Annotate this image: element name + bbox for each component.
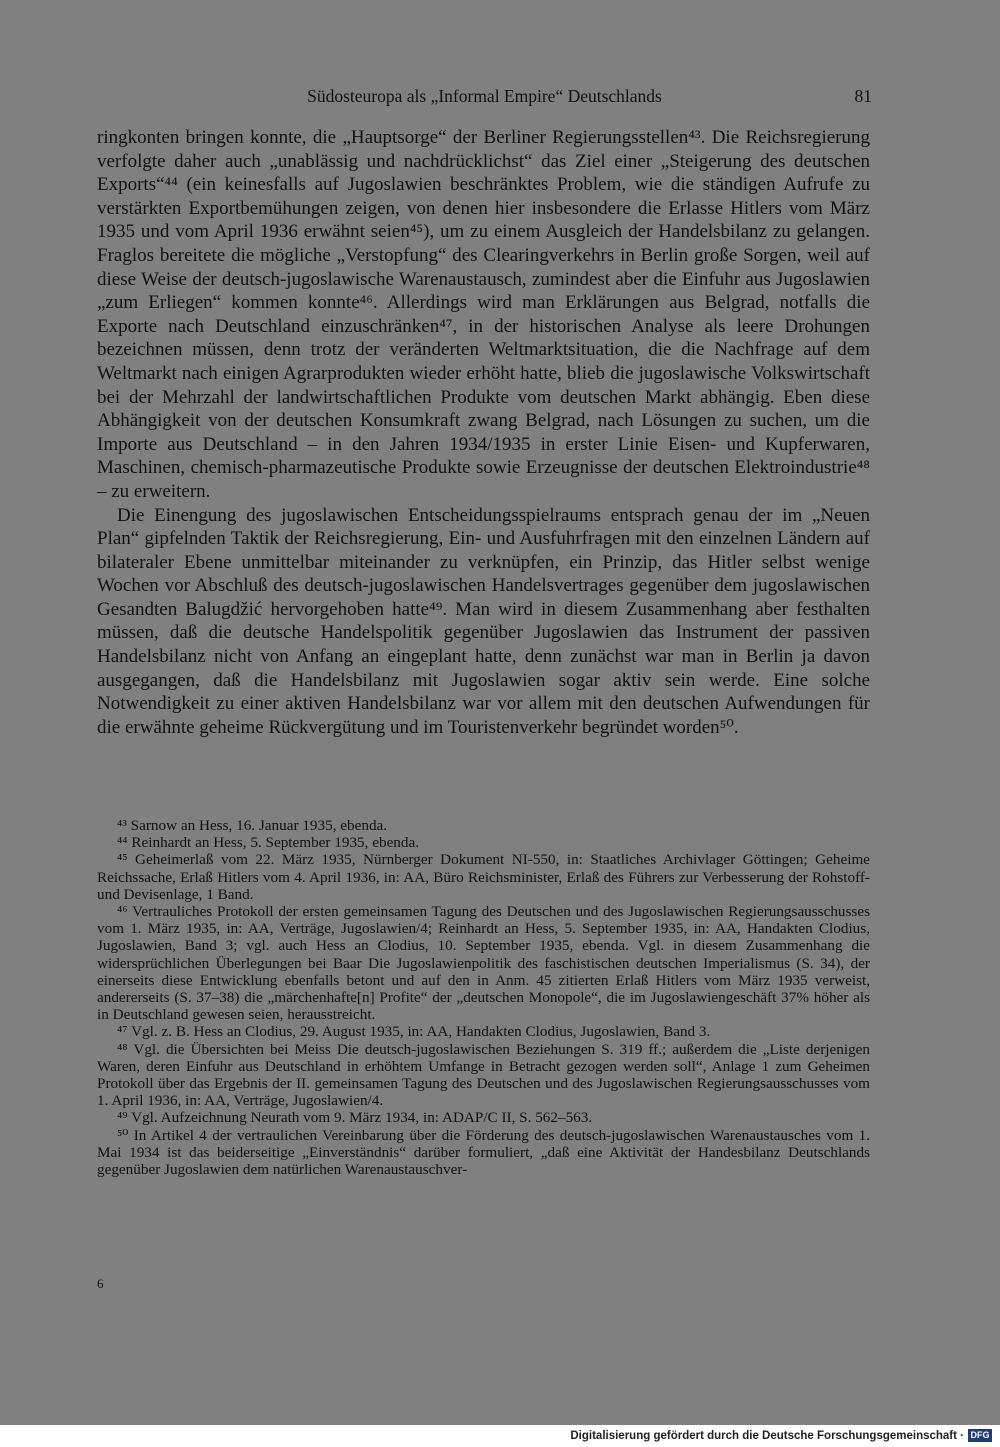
footnote-43: ⁴³ Sarnow an Hess, 16. Januar 1935, ebenda. [117,817,388,834]
sheet-signature: 6 [97,1276,104,1291]
credit-bar [0,1425,1000,1447]
footnote-44: ⁴⁴ Reinhardt an Hess, 5. September 1935, ebenda. [117,834,420,852]
paragraph: ringkonten bringen konnte, die „Hauptsorge“ der Berliner Regierungsstellen⁴³. Die Reichsregierung verfolgte daher auch „unablässig und nachdrücklichst“ das Ziel einer „Steigerung des deutschen Exports“⁴⁴ (ein keinesfalls auf Jugoslawien beschränktes Problem, wie die ständigen Aufrufe zu verstärkten Exportbemühungen zeigen, von denen hier insbesondere die Erlasse Hitlers vom März 1935 und vom April 1936 erwähnt seien⁴⁵), um zu einem Ausgleich der Handelsbilanz zu gelangen. Fraglos bereitete die mögliche „Verstopfung“ des Clearingverkehrs in Berlin große Sorgen, weil auf diese Weise der deutsch-jugoslawische Warenaustausch, zumindest aber die Einfuhr aus Jugoslawien „zum Erliegen“ kommen konnte⁴⁶. Allerdings wird man Erklärungen aus Belgrad, notfalls die Exporte nach Deutschland einzuschränken⁴⁷, in der historischen Analyse als leere Drohungen bezeichnen müssen, denn trotz der veränderten Weltmarktsituation, die die Nachfrage auf dem Weltmarkt nach einigen Agrarprodukten wieder erhöht hatte, blieb die jugoslawische Volkswirtschaft bei der Mehrzahl der landwirtschaftlichen Produkte vom deutschen Markt abhängig. Eben diese Abhängigkeit von der deutschen Konsumkraft zwang Belgrad, nach Lösungen zu suchen, um die Importe aus Deutschland – in den Jahren 1934/1935 in erster Linie Eisen- und Kupferwaren, Maschinen, chemisch-pharmazeutische Produkte sowie Erzeugnisse der deutschen Elektroindustrie⁴⁸ – zu erweitern. [97,127,870,502]
running-head [97,86,872,112]
footnote-47: ⁴⁷ Vgl. z. B. Hess an Clodius, 29. August 1935, in: AA, Handakten Clodius, Jugoslawien, Band 3. [117,1023,711,1041]
footnote-49: ⁴⁹ Vgl. Aufzeichnung Neurath vom 9. März 1934, in: ADAP/C II, S. 562–563. [117,1109,593,1127]
footnote-50: ⁵⁰ In Artikel 4 der vertraulichen Vereinbarung über die Förderung des deutsch-jugoslawischen Warenaustausches vom 1. Mai 1934 ist das beiderseitige „Einverständnis“ darüber formuliert, „daß eine Aktivität der Handesbilanz Deutschlands gegenüber Jugoslawien dem natürlichen Warenaustauschver- [97,1126,870,1179]
footnote-46: ⁴⁶ Vertrauliches Protokoll der ersten gemeinsamen Tagung des Deutschen und des Jugoslawischen Regierungsausschusses vom 1. März 1935, in: AA, Verträge, Jugoslawien/4; Reinhardt an Hess, 5. September 1935, in: AA, Handakten Clodius, Jugoslawien, Band 3; vgl. auch Hess an Clodius, 10. September 1935, ebenda. Vgl. in diesem Zusammenhang die widersprüchlichen Überlegungen bei Baar Die Jugoslawienpolitik des faschistischen deutschen Imperialismus (S. 34), der einerseits diese Entwicklung ebenfalls betont und auf den in Anm. 45 zitierten Erlaß Hitlers vom März 1935 verweist, andererseits (S. 37–38) die „märchenhafte[n] Profite“ der „deutschen Monopole“, die im Jugoslawiengeschäft 37% höher als in Deutschland gewesen seien, herausstreicht. [97,903,870,1024]
dfg-logo-icon: DFG [968,1429,992,1442]
running-title: Südosteuropa als „Informal Empire“ Deutschlands [307,86,662,106]
page-number: 81 [854,86,872,106]
footnote-48: ⁴⁸ Vgl. die Übersichten bei Meiss Die deutsch-jugoslawischen Beziehungen S. 319 ff.; außerdem die „Liste derjenigen Waren, deren Einfuhr aus Deutschland in erhöhtem Umfange in Betracht gezogen werden soll“, Anlage 1 zum Geheimen Protokoll über das Ergebnis der II. gemeinsamen Tagung des Deutschen und des Jugoslawischen Regierungsausschusses vom 1. April 1936, in: AA, Verträge, Jugoslawien/4. [97,1040,870,1110]
body-text [97,126,870,739]
paragraph: Die Einengung des jugoslawischen Entscheidungsspielraums entsprach genau der im „Neuen Plan“ gipfelnden Taktik der Reichsregierung, Ein- und Ausfuhrfragen mit den einzelnen Ländern auf bilateraler Ebene unmittelbar miteinander zu verknüpfen, ein Prinzip, das Hitler selbst wenige Wochen vor Abschluß des deutsch-jugoslawischen Handelsvertrages gegenüber dem jugoslawischen Gesandten Balugdžić hervorgehoben hatte⁴⁹. Man wird in diesem Zusammenhang aber festhalten müssen, daß die deutsche Handelspolitik gegenüber Jugoslawien das Instrument der passiven Handelsbilanz nicht von Anfang an eingeplant hatte, denn zunächst war man in Berlin ja davon ausgegangen, daß die Handelsbilanz mit Jugoslawien sogar aktiv sein werde. Eine solche Notwendigkeit zu einer aktiven Handelsbilanz war vor allem mit den deutschen Aufwendungen für die erwähnte geheime Rückvergütung und im Touristenverkehr begründet worden⁵⁰. [97,504,870,738]
funding-credit: Digitalisierung gefördert durch die Deutsche Forschungsgemeinschaft · [570,1430,964,1442]
footnote-45: ⁴⁵ Geheimerlaß vom 22. März 1935, Nürnberger Dokument NI-550, in: Staatliches Archivlager Göttingen; Geheime Reichssache, Erlaß Hitlers vom 4. April 1936, in: AA, Büro Reichsminister, Erlaß des Führers zur Verbesserung der Rohstoff- und Devisenlage, 1 Band. [97,851,870,903]
footnotes [97,817,870,1178]
